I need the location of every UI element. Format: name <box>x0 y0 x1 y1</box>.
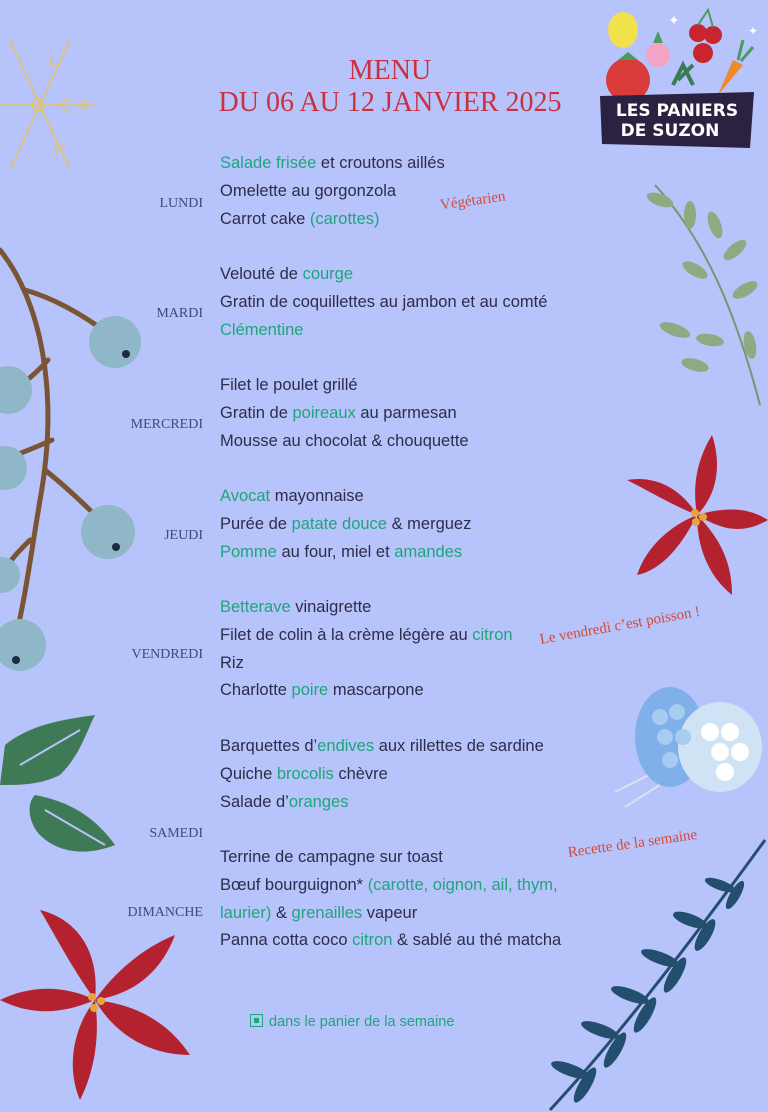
dish-text: vapeur <box>362 903 418 922</box>
vegetarian-note: Végétarien <box>439 188 507 214</box>
dish-line <box>220 321 303 340</box>
dish-line <box>220 154 445 173</box>
dish-text: Gratin de coquillettes au jambon et au comté <box>220 292 548 311</box>
dish-text: Velouté de <box>220 265 303 283</box>
dish-text: et croutons aillés <box>316 154 445 172</box>
basket-ingredient: Salade frisée <box>220 154 317 172</box>
snowflake-icon <box>0 20 100 190</box>
dish-line <box>220 876 558 895</box>
dish-text: Filet le poulet grillé <box>220 376 358 394</box>
logo <box>600 92 754 148</box>
dish-line <box>220 765 388 784</box>
basket-ingredient: Avocat <box>220 487 271 505</box>
dish-text: mascarpone <box>328 681 424 700</box>
day-label: SAMEDI <box>149 826 203 841</box>
basket-marker-icon <box>250 1014 263 1027</box>
holly-leaf-icon <box>0 705 140 875</box>
dish-line <box>220 931 561 950</box>
basket-ingredient: patate douce <box>291 514 387 533</box>
legend <box>250 1013 454 1030</box>
dish-line <box>220 904 417 923</box>
pine-cone-icon <box>605 682 768 812</box>
basket-ingredient: laurier) <box>220 903 272 922</box>
basket-ingredient: (carotte, oignon, ail, thym, <box>367 875 558 894</box>
basket-ingredient: amandes <box>394 542 463 561</box>
menu-date-range: DU 06 AU 12 JANVIER 2025 <box>218 87 562 118</box>
day-label: VENDREDI <box>131 647 203 662</box>
basket-ingredient: endives <box>317 737 375 755</box>
dish-line <box>220 626 513 645</box>
dish-text: Carrot cake <box>220 209 310 228</box>
logo-line2: DE SUZON <box>620 121 720 141</box>
basket-ingredient: Clémentine <box>220 320 304 339</box>
dish-text: Purée de <box>220 514 292 533</box>
dish-line <box>220 543 462 562</box>
poinsettia-icon <box>622 435 768 600</box>
dish-line <box>220 515 471 534</box>
basket-ingredient: courge <box>302 265 354 283</box>
dish-text: aux rillettes de sardine <box>374 737 544 755</box>
basket-ingredient: citron <box>352 931 393 950</box>
legend-text: dans le panier de la semaine <box>269 1014 455 1030</box>
dish-text: & merguez <box>386 514 472 533</box>
dish-text: Barquettes d’ <box>220 737 318 755</box>
day-label: LUNDI <box>159 196 203 211</box>
dish-text: Salade d’ <box>220 792 289 811</box>
day-label: DIMANCHE <box>127 905 203 920</box>
dish-line <box>220 265 353 284</box>
basket-ingredient: grenailles <box>291 903 363 922</box>
dish-line <box>220 681 424 700</box>
berry-branch-icon <box>0 240 150 680</box>
menu-title: MENU <box>348 55 432 86</box>
vegetables-icon <box>598 5 768 100</box>
dish-text: Riz <box>220 653 244 672</box>
dish-line <box>220 210 380 229</box>
recipe-note: Recette de la semaine <box>566 826 699 861</box>
dish-line <box>220 654 244 673</box>
dish-text: au four, miel et <box>276 542 395 561</box>
basket-ingredient: Betterave <box>220 598 291 616</box>
dish-text: Terrine de campagne sur toast <box>220 848 443 866</box>
dish-line <box>220 737 544 756</box>
dish-text: chèvre <box>333 764 388 783</box>
basket-ingredient: poireaux <box>292 403 356 422</box>
dish-text: Mousse au chocolat & chouquette <box>220 431 469 450</box>
dish-text: & sablé au thé matcha <box>392 931 562 950</box>
dish-text: Bœuf bourguignon* <box>220 875 368 894</box>
dish-text: Omelette au gorgonzola <box>220 181 397 200</box>
friday-fish-note: Le vendredi c’est poisson ! <box>538 603 702 648</box>
basket-ingredient: poire <box>291 681 329 700</box>
day-label: MERCREDI <box>130 417 203 432</box>
dish-text: Panna cotta coco <box>220 931 353 950</box>
basket-ingredient: brocolis <box>276 764 334 783</box>
poinsettia-icon <box>0 905 200 1105</box>
dish-line <box>220 598 371 617</box>
day-label: MARDI <box>156 306 203 321</box>
dish-text: au parmesan <box>355 403 457 422</box>
svg-text:✦: ✦ <box>668 13 680 29</box>
dish-line <box>220 404 457 423</box>
basket-ingredient: oranges <box>288 792 349 811</box>
dish-line <box>220 432 469 451</box>
dish-text: Gratin de <box>220 403 293 422</box>
dish-text: Quiche <box>220 764 277 783</box>
dish-line <box>220 487 364 506</box>
basket-ingredient: (carottes) <box>309 209 380 228</box>
dish-line <box>220 293 547 312</box>
dish-text: mayonnaise <box>270 487 364 505</box>
svg-text:✦: ✦ <box>748 24 759 38</box>
dish-text: Filet de colin à la crème légère au <box>220 625 473 644</box>
dish-line <box>220 376 358 395</box>
basket-ingredient: Pomme <box>220 542 277 561</box>
dish-text: & <box>271 903 292 922</box>
dish-line <box>220 793 348 812</box>
fern-icon <box>535 830 768 1112</box>
dish-line <box>220 848 443 867</box>
basket-ingredient: citron <box>472 625 513 644</box>
dish-text: vinaigrette <box>290 598 372 616</box>
leaf-branch-icon <box>635 170 768 410</box>
dish-text: Charlotte <box>220 681 292 700</box>
day-label: JEUDI <box>164 528 203 543</box>
logo-line1: LES PANIERS <box>615 101 739 121</box>
dish-line <box>220 182 396 201</box>
